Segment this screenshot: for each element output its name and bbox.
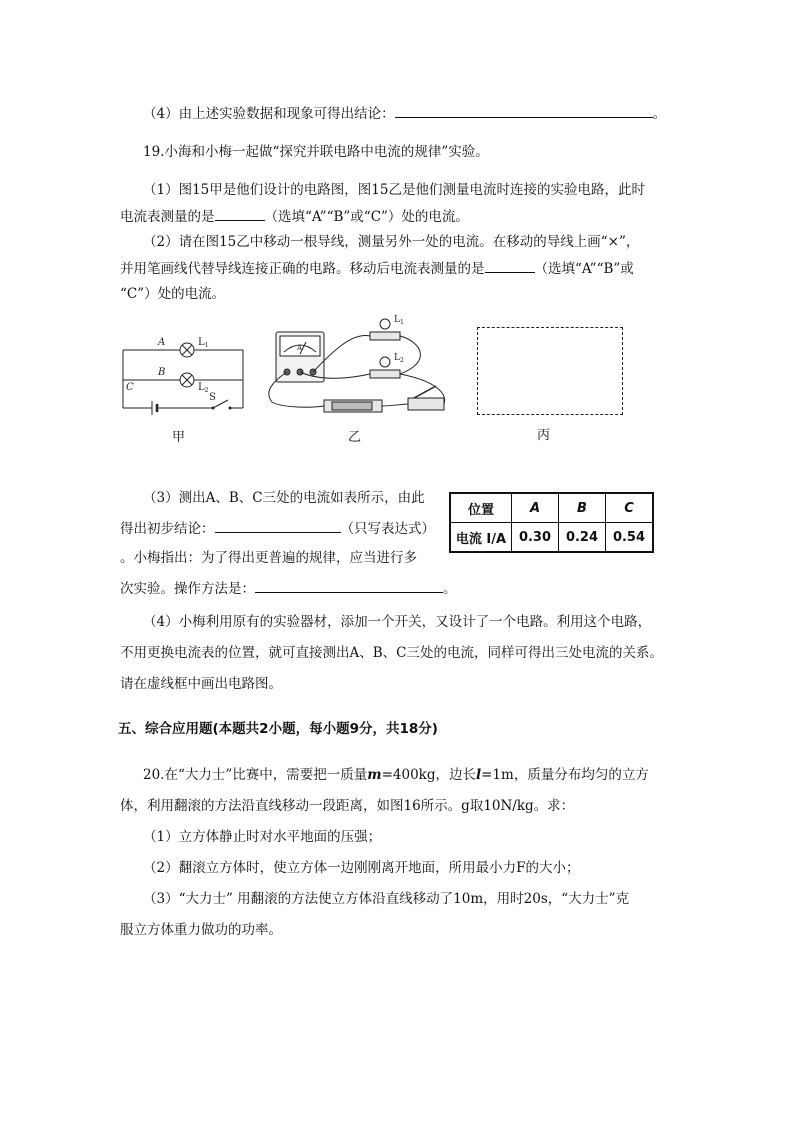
yi-ammeter-a: A [297,344,303,352]
label-b: B [158,367,166,378]
q19-p1-line2 [120,206,469,227]
q19-p3-conclusion-blank[interactable] [215,518,341,533]
q19-p1-line2a: 电流表测量的是 [120,209,215,225]
table-header-a: A [512,493,559,523]
q20-line2: 体，利用翻滚的方法沿直线移动一段距离，如图16所示。g取10N/kg。求： [120,798,575,814]
q19-p4-line3: 请在虚线框中画出电路图。 [120,676,282,692]
q19-p4-line1: （4）小梅利用原有的实验器材，添加一个开关，又设计了一个电路。利用这个电路， [143,614,652,630]
yi-label-l1: $L_1$ [394,315,404,326]
q20-l-symbol: l [475,767,482,783]
q19-p3-line1: （3）测出A、B、C三处的电流如表所示，由此 [143,490,425,506]
q19-p2-line2 [120,258,634,279]
q19-p3-line4a: 次实验。操作方法是： [120,581,255,597]
q19-p3-method-blank[interactable] [255,578,443,593]
label-a: A [158,337,166,348]
current-table [449,492,654,553]
q18-4-text: （4）由上述实验数据和现象可得出结论： [143,106,395,122]
table-header-position: 位置 [450,493,512,523]
q18-4-line [143,103,666,124]
label-c: C [126,382,134,393]
q20-sub1: （1）立方体静止时对水平地面的压强； [143,829,382,845]
q19-p3-line3: 。小梅指出：为了得出更普遍的规律，应当进行多 [120,550,417,566]
q19-p3-line4b: 。 [443,581,457,597]
q20-line1a: 20.在“大力士”比赛中，需要把一质量 [143,767,368,783]
caption-jia: 甲 [172,430,186,445]
q19-p2-line2b: （选填“A”“B”或 [534,261,634,277]
q20-m-symbol: m [367,767,382,783]
figure-jia-circuit-diagram [118,330,248,422]
figure-bing-dashed-box[interactable] [477,327,623,415]
caption-bing: 丙 [537,428,551,443]
q18-4-end: 。 [652,106,667,122]
q20-sub2: （2）翻滚立方体时，使立方体一边刚刚离开地面，所用最小力F的大小； [143,860,580,876]
table-row [450,493,653,523]
q19-p3-line4 [120,578,457,599]
q19-title: 19.小海和小梅一起做“探究并联电路中电流的规律”实验。 [143,144,489,160]
q20-sub3-line2: 服立方体重力做功的功率。 [120,922,282,938]
q20-sub3-line1: （3）“大力士” 用翻滚的方法使立方体沿直线移动了10m，用时20s，“大力士”克 [143,891,630,907]
table-row [450,523,653,553]
q19-p2-line3: “C”）处的电流。 [120,286,226,302]
table-row-label: 电流 I/A [450,523,512,553]
yi-label-l2: $L_2$ [394,353,404,364]
table-value-a: 0.30 [512,523,559,553]
q19-p1-answer-blank[interactable] [215,206,265,221]
label-s: S [209,392,216,403]
q20-line1 [143,765,649,785]
table-header-b: B [559,493,606,523]
table-header-c: C [606,493,654,523]
label-l2: $L_2$ [198,382,209,394]
q20-line1b: =400kg，边长 [381,767,476,783]
q18-4-answer-blank[interactable] [395,103,653,118]
table-value-b: 0.24 [559,523,606,553]
q19-p4-line2: 不用更换电流表的位置，就可直接测出A、B、C三处的电流，同样可得出三处电流的关系。 [120,645,663,661]
q19-p1-line1: （1）图15甲是他们设计的电路图，图15乙是他们测量电流时连接的实验电路，此时 [143,182,645,198]
q19-p2-line2a: 并用笔画线代替导线连接正确的电路。移动后电流表测量的是 [120,261,485,277]
q19-p2-answer-blank[interactable] [485,258,535,273]
figure-yi-physical-circuit [262,312,452,420]
table-value-c: 0.54 [606,523,654,553]
caption-yi: 乙 [348,430,362,445]
q19-p3-line2a: 得出初步结论： [120,521,215,537]
q19-p1-line2b: （选填“A”“B”或“C”）处的电流。 [264,209,469,225]
q19-p3-line2b: （只写表达式） [340,521,435,537]
q20-line1c: =1m，质量分布均匀的立方 [481,767,649,783]
section-5-heading: 五、综合应用题(本题共2小题，每小题9分，共18分) [118,721,438,737]
label-l1: $L_1$ [198,337,209,349]
q19-p3-line2 [120,518,435,539]
q19-p2-line1: （2）请在图15乙中移动一根导线，测量另外一处的电流。在移动的导线上画“×”， [143,234,640,250]
